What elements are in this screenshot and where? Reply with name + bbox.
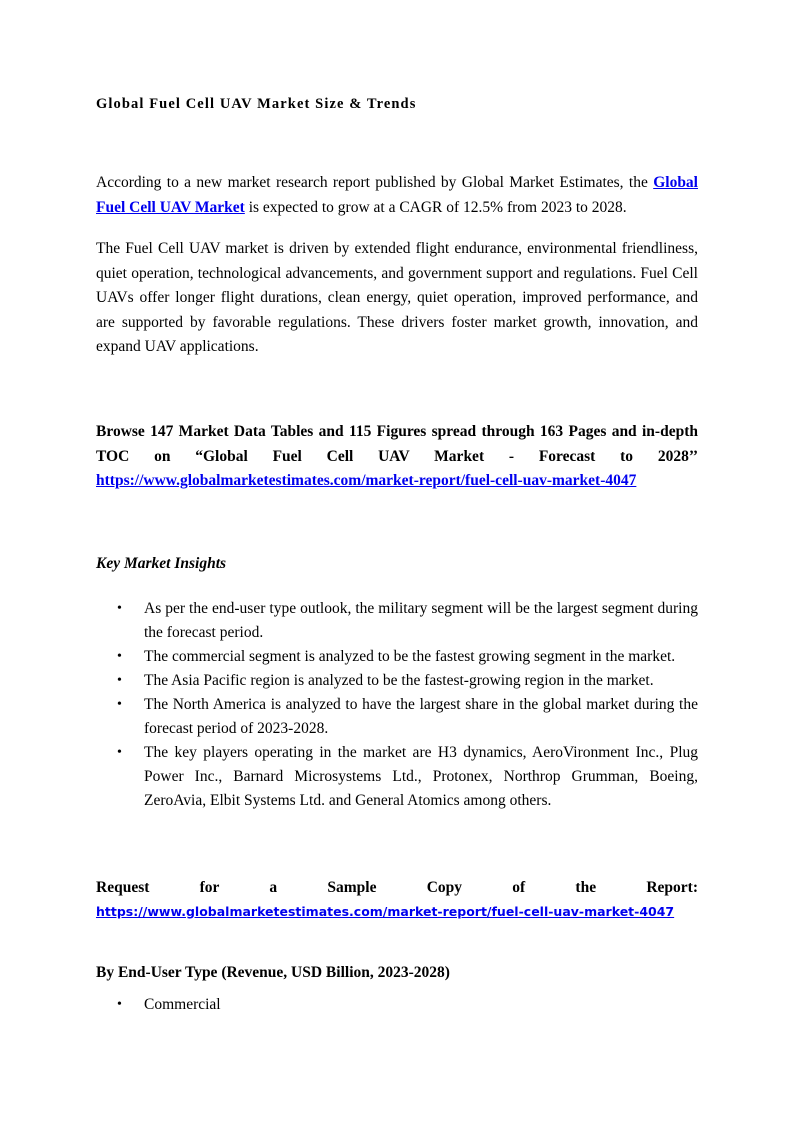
list-item [96,693,698,741]
document-title: Global Fuel Cell UAV Market Size & Trends [96,96,417,112]
list-item-text: The commercial segment is analyzed to be the fastest growing segment in the market. [144,648,676,665]
list-item [96,993,698,1017]
key-insights-list [96,597,698,813]
sample-request-link[interactable]: https://www.globalmarketestimates.com/market-report/fuel-cell-uav-market-4047 [96,904,675,919]
bullet-icon: • [117,697,122,712]
browse-paragraph [96,420,698,494]
drivers-paragraph: The Fuel Cell UAV market is driven by extended flight endurance, environmental friendliness, quiet operation, technological advancements, and government support and regulations. Fuel Cell UAVs offer longer flight durations, clean energy, quiet operation, improved performance, and are supported by favorable regulations. These drivers foster market growth, innovation, and expand UAV applications. [96,240,698,355]
browse-report-link[interactable]: https://www.globalmarketestimates.com/market-report/fuel-cell-uav-market-4047 [96,472,637,489]
list-item-text: As per the end-user type outlook, the military segment will be the largest segment during the forecast period. [144,600,698,641]
list-item-text: The key players operating in the market are H3 dynamics, AeroVironment Inc., Plug Power Inc., Barnard Microsystems Ltd., Protonex, Northrop Grumman, Boeing, ZeroAvia, Elbit Systems Ltd. and General Atomics among others. [144,744,698,809]
list-item [96,669,698,693]
key-insights-heading: Key Market Insights [96,555,227,572]
list-item-text: The North America is analyzed to have the largest share in the global market during the forecast period of 2023-2028. [144,696,698,737]
market-report-link[interactable]: Global Fuel Cell UAV Market [96,174,698,216]
list-item [96,645,698,669]
browse-text: Browse 147 Market Data Tables and 115 Figures spread through 163 Pages and in-depth TOC on “Global Fuel Cell UAV Market - Forecast to 2028’’ [96,423,698,465]
bullet-icon: • [117,745,122,760]
bullet-icon: • [117,601,122,616]
intro-paragraph [96,171,698,220]
sample-request-label: Request for a Sample Copy of the Report: [96,879,698,896]
list-item [96,741,698,813]
end-user-type-heading: By End-User Type (Revenue, USD Billion, 2023-2028) [96,964,450,981]
sample-request-paragraph [96,876,698,924]
list-item-text: Commercial [144,996,221,1013]
list-item-text: The Asia Pacific region is analyzed to be the fastest-growing region in the market. [144,672,654,689]
list-item [96,597,698,645]
intro-text-after-link: is expected to grow at a CAGR of 12.5% from 2023 to 2028. [244,198,627,216]
intro-text-before-link: According to a new market research report published by Global Market Estimates, the [96,174,654,191]
bullet-icon: • [117,997,122,1012]
bullet-icon: • [117,649,122,664]
end-user-type-list [96,993,698,1017]
bullet-icon: • [117,673,122,688]
